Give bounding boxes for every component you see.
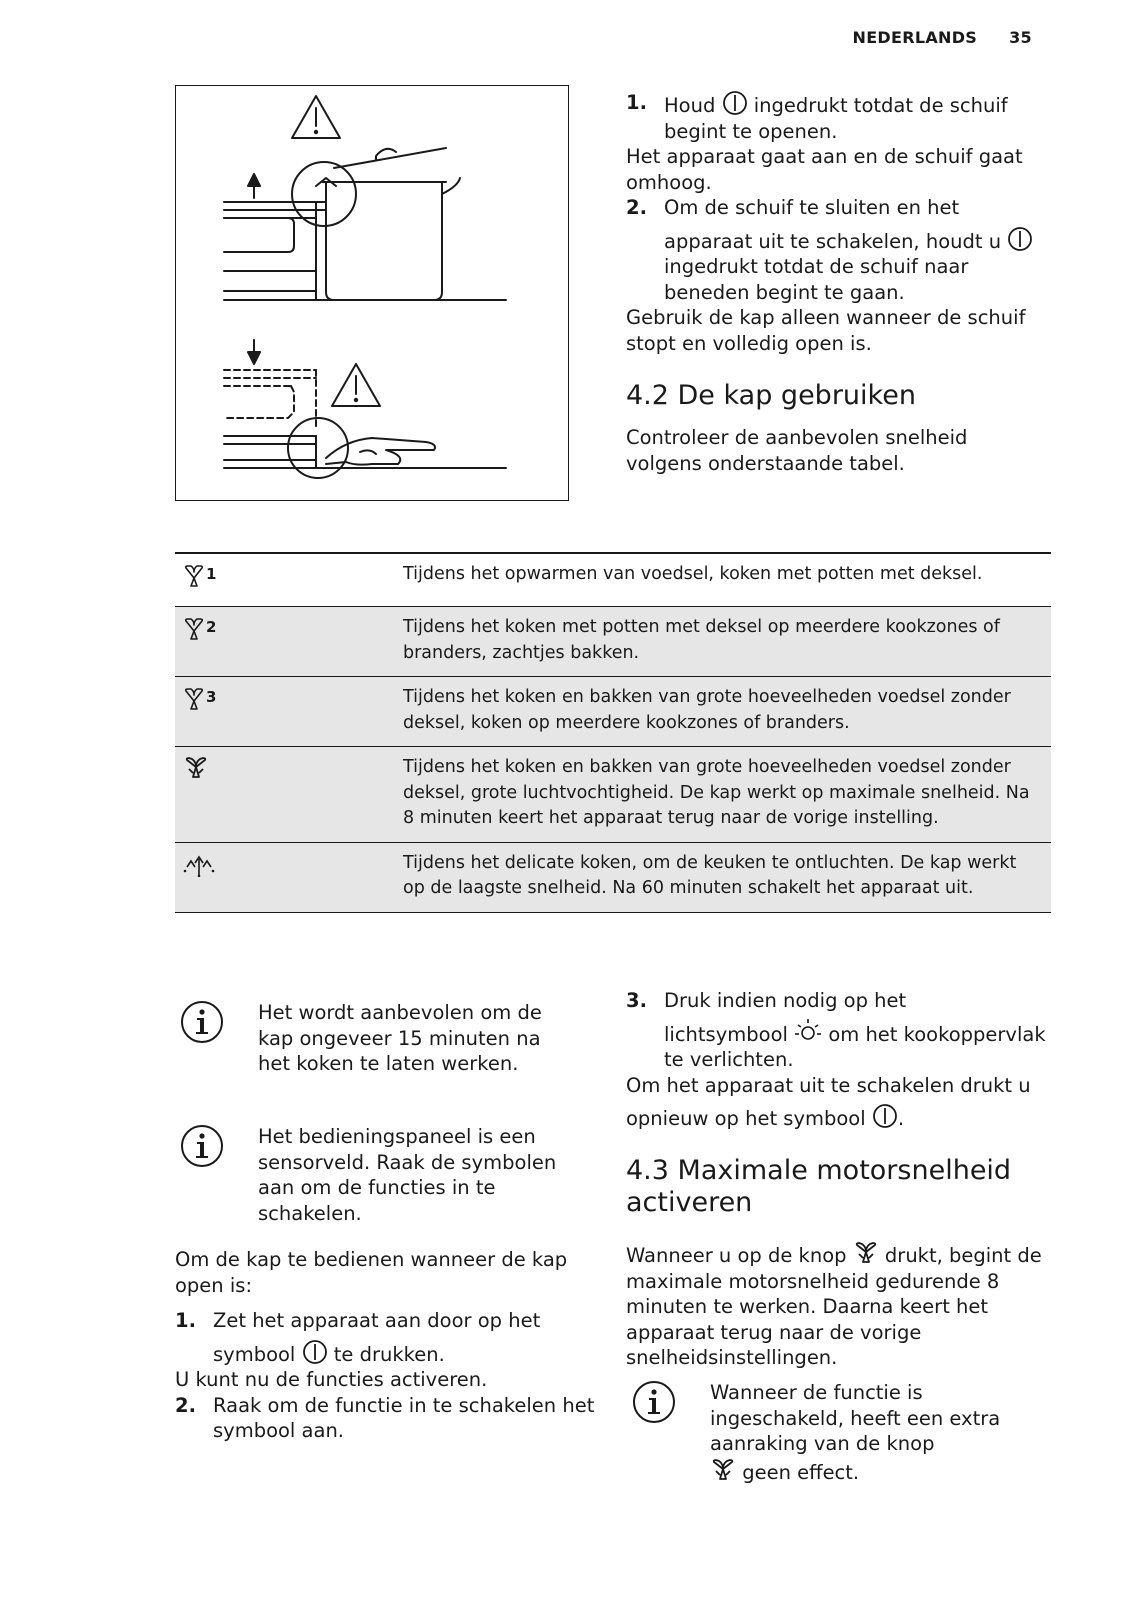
table-cell: Tijdens het koken en bakken van grote hoeveelheden voedsel zonder deksel, koken op meerdere kookzones of branders. — [403, 687, 1011, 733]
fan-boost-icon — [853, 1240, 879, 1266]
table-row — [175, 677, 1051, 747]
table-cell: Tijdens het delicate koken, om de keuken te ontluchten. De kap werkt op de laagste snelheid. Na 60 minuten schakelt het apparaat uit. — [403, 852, 1017, 898]
speed-table — [175, 552, 1051, 913]
info-note: Het bedieningspaneel is een sensorveld. Raak de symbolen aan om de functies in te schakelen. — [180, 1124, 560, 1226]
list-item: 2. Raak om de functie in te schakelen het symbool aan. — [175, 1393, 595, 1442]
fan-boost-icon — [183, 755, 209, 781]
paragraph: U kunt nu de functies activeren. — [175, 1368, 488, 1391]
table-row — [175, 554, 1051, 607]
info-icon — [632, 1380, 676, 1424]
arrow-up-icon — [248, 174, 260, 198]
fan-speed-1-icon: 1 — [183, 562, 216, 588]
paragraph: Om het apparaat uit te schakelen drukt u opnieuw op het symbool . — [626, 1073, 1031, 1130]
warning-triangle-icon — [292, 96, 340, 138]
power-icon — [1007, 226, 1033, 252]
paragraph: Het apparaat gaat aan en de schuif gaat omhoog. — [626, 145, 1023, 194]
hood-slide-diagram — [176, 86, 567, 499]
power-icon — [872, 1103, 898, 1129]
list-item: 1. Houd ingedrukt totdat de schuif begint te openen. — [626, 91, 1008, 143]
operation-instructions — [175, 1247, 595, 1444]
open-slide-instructions — [626, 90, 1056, 356]
light-instructions — [626, 988, 1056, 1132]
info-icon — [180, 1000, 224, 1044]
paragraph: Om de kap te bedienen wanneer de kap open is: — [175, 1248, 568, 1297]
info-icon — [180, 1124, 224, 1168]
table-cell: Tijdens het koken met potten met deksel op meerdere kookzones of branders, zachtjes bakken. — [403, 617, 1000, 663]
page-header — [853, 28, 1033, 47]
fan-speed-2-icon: 2 — [183, 615, 216, 641]
table-row — [175, 747, 1051, 843]
warning-triangle-icon — [332, 364, 380, 406]
section-heading: 4.3 Maximale motorsnelheid activeren — [626, 1155, 1012, 1218]
paragraph: Gebruik de kap alleen wanneer de schuif stopt en volledig open is. — [626, 306, 1026, 355]
section-intro: Controleer de aanbevolen snelheid volgens onderstaande tabel. — [626, 426, 968, 475]
fan-boost-icon — [710, 1457, 736, 1483]
fan-speed-3-icon: 3 — [183, 685, 216, 711]
light-bulb-icon — [794, 1017, 822, 1045]
table-row — [175, 607, 1051, 677]
page-number: 35 — [1009, 28, 1032, 47]
table-cell: Tijdens het koken en bakken van grote hoeveelheden voedsel zonder deksel, grote luchtvochtigheid. De kap werkt op maximale snelheid. Na 8 minuten keert het apparaat terug naar de vorige instelling. — [403, 757, 1030, 828]
table-row — [175, 842, 1051, 912]
ventilation-breeze-icon — [183, 851, 217, 877]
list-item: 2. Om de schuif te sluiten en het apparaat uit te schakelen, houdt u ingedrukt totdat de schuif naar beneden begint te gaan. — [626, 195, 1056, 305]
power-icon — [302, 1339, 328, 1365]
arrow-down-icon — [248, 340, 260, 364]
info-note: Het wordt aanbevolen om de kap ongeveer 15 minuten na het koken te laten werken. — [180, 1000, 560, 1077]
section-heading: 4.2 De kap gebruiken — [626, 380, 916, 411]
power-icon — [722, 90, 748, 116]
list-item: 1. Zet het apparaat aan door op het symbool te drukken. — [175, 1309, 541, 1366]
slide-illustration — [175, 85, 569, 501]
section-paragraph: Wanneer u op de knop drukt, begint de maximale motorsnelheid gedurende 8 minuten te werken. Daarna keert het apparaat terug naar de vorige snelheidsinstellingen. — [626, 1240, 1056, 1371]
language-label: NEDERLANDS — [852, 28, 978, 47]
info-note: Wanneer de functie is ingeschakeld, heeft een extra aanraking van de knop geen effect. — [632, 1380, 1032, 1485]
table-cell: Tijdens het opwarmen van voedsel, koken met potten met deksel. — [403, 564, 983, 584]
list-item: 3. Druk indien nodig op het lichtsymbool om het kookoppervlak te verlichten. — [626, 989, 1046, 1071]
